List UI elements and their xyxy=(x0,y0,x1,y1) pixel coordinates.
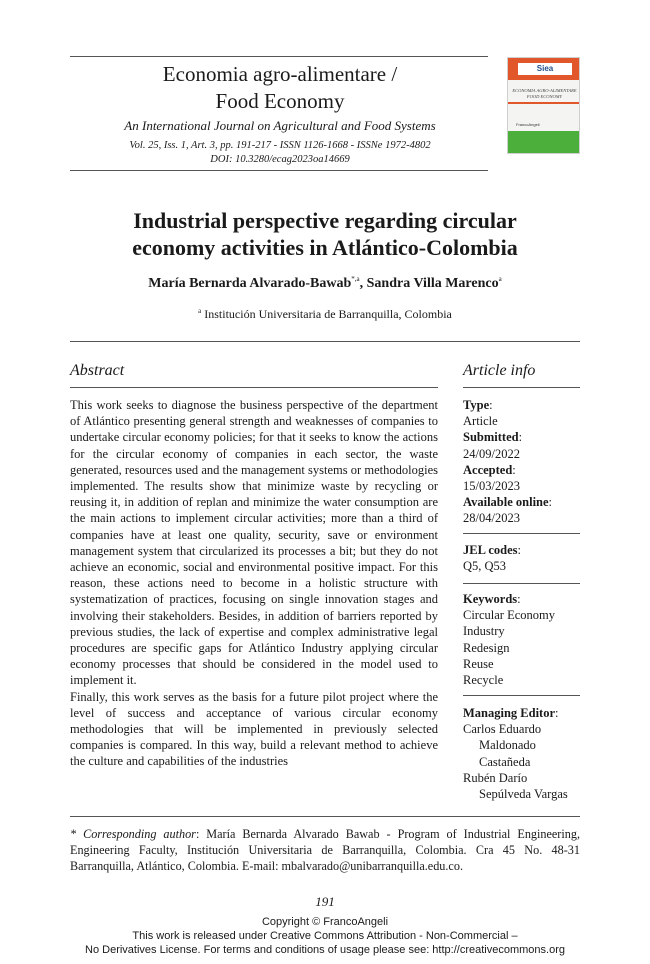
managing-editor: Managing Editor: Carlos Eduardo Maldonado Castañeda Rubén Darío Sepúlveda Vargas xyxy=(463,705,580,802)
author-1-name: María Bernarda Alvarado-Bawab xyxy=(148,276,352,291)
journal-doi: DOI: 10.3280/ecag2023oa14669 xyxy=(210,154,350,165)
submitted-value: 24/09/2022 xyxy=(463,446,520,461)
info-rule-3 xyxy=(463,695,580,696)
keyword-item: Industry xyxy=(463,624,505,639)
author-2-name: Sandra Villa Marenco xyxy=(366,276,499,291)
abstract-paragraph-1: This work seeks to diagnose the business perspective of the department of Atlántico presenting general strength and weaknesses of companies to undertake circular economy policies; for that it seeks to know the actions for the circular economy of companies in each sector, the waste generated, resources used and the management systems or methodologies implemented. The results show that minimize waste by recycling or reusing it, in addition of replan and minimize the water consumption are the main actions to implement circular activities; more than a third of companies have at least one quality, security, save or environment management system that circularized its processes a bit; but they do not achieve an economic, social and environmental positive impact. For this reason, these actions need to become in a holistic structure with systematization of practices, focusing on single innovation stages and involving their stakeholders. Besides, in addition of barriers reported by previous studies, the lack of expertise and complex administrative legal procedures are specific gaps for Atlántico Industry applying circular economy processes that should be considered in the model used to implement it. xyxy=(70,398,438,688)
corresponding-text: : María Bernarda Alvarado Bawab - Program of Industrial Engineering, Engineering Faculty, Institución Universitaria de Barranquilla, Colombia. Cra 45 No. 48-31 Barranquilla, Atlántico, Colombia. E-mail: mbalvarado@unibarranquilla.edu.co. xyxy=(70,827,580,873)
editor-1-line1: Carlos Eduardo xyxy=(463,722,542,737)
editor-1-line2: Maldonado xyxy=(479,738,536,753)
online-value: 28/04/2023 xyxy=(463,511,520,526)
submitted-label: Submitted xyxy=(463,430,519,445)
editor-2-line1: Rubén Darío xyxy=(463,770,528,785)
editor-2-line2: Sepúlveda Vargas xyxy=(479,787,568,802)
article-dates: Type: Article Submitted: 24/09/2022 Accepted: 15/03/2023 Available online: 28/04/2023 xyxy=(463,397,580,527)
page-number: 191 xyxy=(315,894,335,909)
author-separator: , xyxy=(359,276,367,291)
jel-codes: JEL codes: Q5, Q53 xyxy=(463,542,580,574)
paper-title-line1: Industrial perspective regarding circular xyxy=(133,208,517,233)
keyword-item: Reuse xyxy=(463,656,494,671)
copyright-line: Copyright © FrancoAngeli xyxy=(261,916,389,928)
journal-subtitle: An International Journal on Agricultural and Food Systems xyxy=(124,118,436,133)
footnote-rule xyxy=(70,816,580,817)
affiliation xyxy=(70,307,580,322)
cover-bottom-band xyxy=(508,131,579,153)
type-value: Article xyxy=(463,414,498,429)
info-rule-1 xyxy=(463,533,580,534)
online-label: Available online xyxy=(463,495,549,510)
affiliation-mark: a xyxy=(198,307,202,315)
author-2-mark: a xyxy=(498,275,502,283)
cover-stripe xyxy=(508,102,579,104)
journal-title-line1: Economia agro-alimentare / xyxy=(162,62,398,86)
author-list xyxy=(70,275,580,292)
keyword-item: Redesign xyxy=(463,640,510,655)
article-info-heading: Article info xyxy=(463,362,536,379)
cover-publisher: FrancoAngeli xyxy=(516,122,540,127)
journal-title-line2: Food Economy xyxy=(215,89,345,113)
paper-title-line2: economy activities in Atlántico-Colombia xyxy=(132,235,518,260)
affiliation-text: Institución Universitaria de Barranquilla, Colombia xyxy=(204,307,452,321)
header-top-rule xyxy=(70,56,488,57)
journal-volume-line: Vol. 25, Iss. 1, Art. 3, pp. 191-217 - ISSN 1126-1668 - ISSNe 1972-4802 xyxy=(129,140,431,151)
keyword-item: Recycle xyxy=(463,673,504,688)
cover-title: ECONOMIA AGRO-ALIMENTARE FOOD ECONOMY xyxy=(512,88,577,99)
article-info-rule xyxy=(463,387,580,388)
info-rule-2 xyxy=(463,583,580,584)
corresponding-label: * Corresponding author xyxy=(70,827,196,841)
type-label: Type xyxy=(463,398,490,412)
accepted-label: Accepted xyxy=(463,462,513,477)
accepted-value: 15/03/2023 xyxy=(463,479,520,494)
journal-cover-image xyxy=(507,57,580,154)
editor-1-line3: Castañeda xyxy=(479,754,531,769)
corresponding-author-note xyxy=(70,826,580,874)
abstract-paragraph-2: Finally, this work serves as the basis for a future pilot project where the level of success and acceptance of various circular economy methodologies that will be implemented in previously selected companies is compared. In this way, build a relevant method to achieve the culture and capabilities of the industries xyxy=(70,689,438,769)
keywords-label: Keywords xyxy=(463,592,518,606)
author-1-mark: *,a xyxy=(351,275,360,283)
abstract-heading: Abstract xyxy=(70,362,125,379)
title-separator-rule xyxy=(70,341,580,342)
jel-value: Q5, Q53 xyxy=(463,559,507,574)
keywords: Keywords: Circular Economy Industry Redesign Reuse Recycle xyxy=(463,591,580,688)
license-line-2: No Derivatives License. For terms and conditions of usage please see: http://creativecommons.org xyxy=(85,944,565,956)
keyword-item: Circular Economy xyxy=(463,608,555,623)
abstract-rule xyxy=(70,387,438,388)
license-line-1: This work is released under Creative Commons Attribution - Non-Commercial – xyxy=(132,930,518,942)
jel-label: JEL codes xyxy=(463,543,518,557)
editor-label: Managing Editor xyxy=(463,706,556,720)
cover-logo: Siea xyxy=(518,63,572,75)
header-bottom-rule xyxy=(70,170,488,171)
abstract-body xyxy=(70,397,438,770)
